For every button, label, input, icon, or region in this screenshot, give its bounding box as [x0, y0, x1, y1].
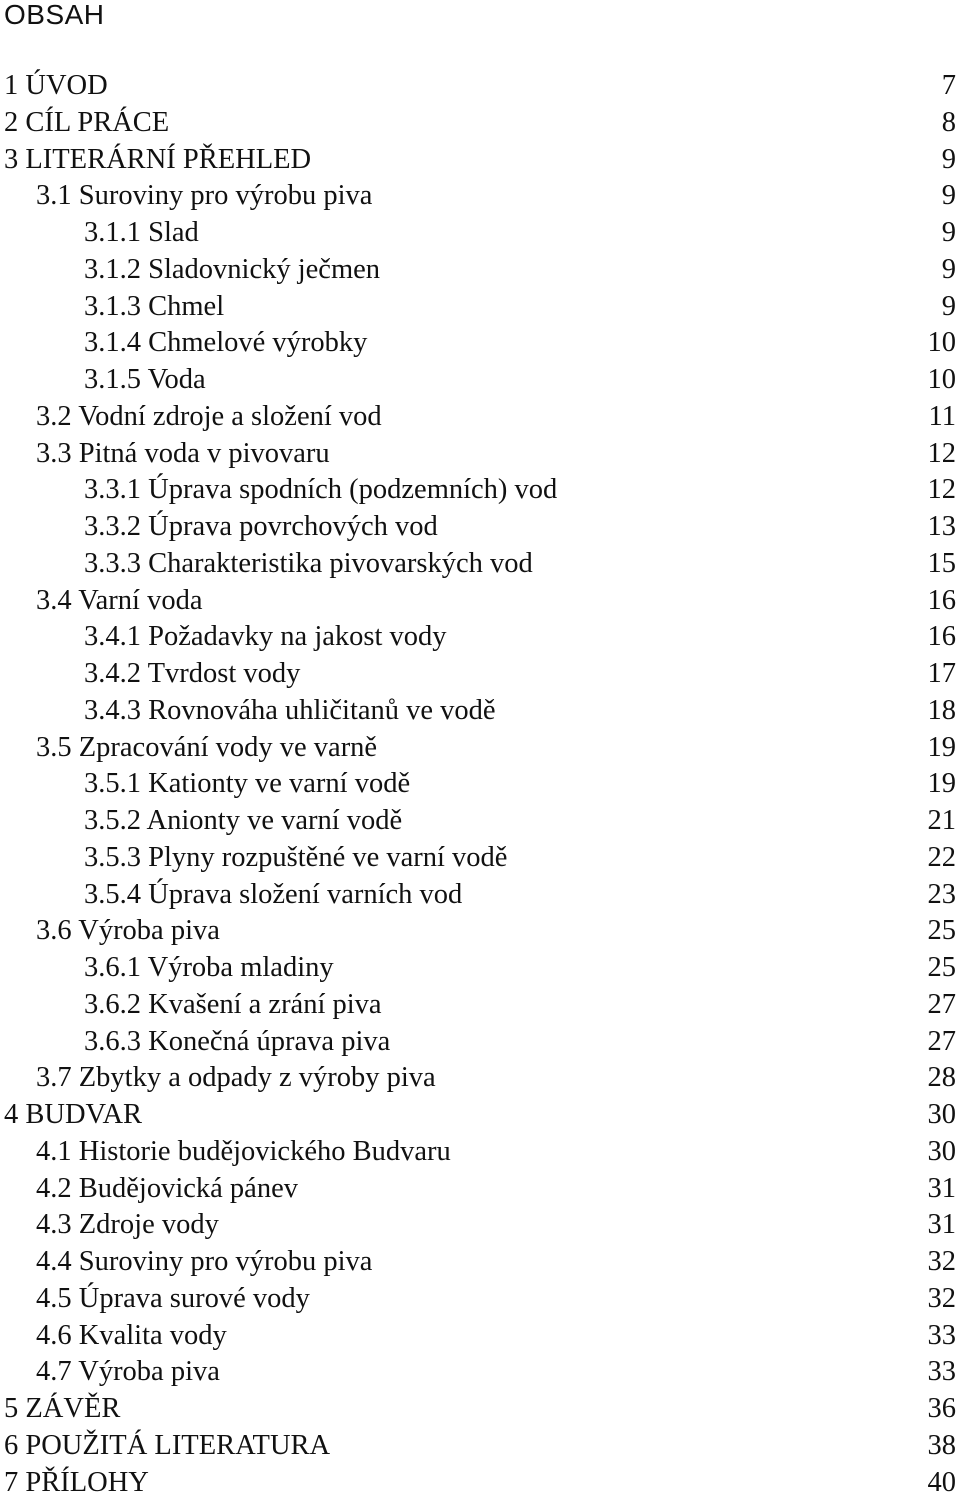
- toc-entry[interactable]: [0, 1391, 960, 1428]
- toc-entry[interactable]: [0, 1318, 960, 1355]
- toc-entry-title: 3.5 Zpracování vody ve varně: [36, 730, 377, 767]
- toc-entry-page-number: 21: [928, 803, 957, 840]
- toc-entry[interactable]: [0, 289, 960, 326]
- toc-entry-page-number: 17: [928, 656, 957, 693]
- toc-entry-title: 3.6.2 Kvašení a zrání piva: [84, 987, 382, 1024]
- toc-entry-title: 3.7 Zbytky a odpady z výroby piva: [36, 1060, 436, 1097]
- toc-entry-title: 3.5.4 Úprava složení varních vod: [84, 877, 462, 914]
- toc-entry-title: 7 PŘÍLOHY: [4, 1465, 149, 1501]
- toc-entry[interactable]: [0, 399, 960, 436]
- toc-entry-title: 3.1.4 Chmelové výrobky: [84, 325, 367, 362]
- toc-entry-page-number: 8: [942, 105, 956, 142]
- toc-entry-title: 3.1.2 Sladovnický ječmen: [84, 252, 380, 289]
- toc-entry[interactable]: [0, 105, 960, 142]
- toc-entry-page-number: 25: [928, 950, 957, 987]
- toc-entry[interactable]: [0, 142, 960, 179]
- toc-entry[interactable]: [0, 1281, 960, 1318]
- toc-entry-title: 3.5.2 Anionty ve varní vodě: [84, 803, 402, 840]
- toc-entry-title: 4.1 Historie budějovického Budvaru: [36, 1134, 451, 1171]
- toc-entry-title: 3.3 Pitná voda v pivovaru: [36, 436, 330, 473]
- toc-entry[interactable]: [0, 730, 960, 767]
- toc-entry-title: 3.6 Výroba piva: [36, 913, 220, 950]
- toc-entry-page-number: 10: [928, 325, 957, 362]
- toc-entry-title: 3.1.1 Slad: [84, 215, 199, 252]
- toc-entry-title: 4.3 Zdroje vody: [36, 1207, 219, 1244]
- toc-entry[interactable]: [0, 472, 960, 509]
- toc-entry-page-number: 15: [928, 546, 957, 583]
- toc-entry[interactable]: [0, 1060, 960, 1097]
- toc-entry[interactable]: [0, 877, 960, 914]
- toc-entry-title: 6 POUŽITÁ LITERATURA: [4, 1428, 330, 1465]
- toc-entry-page-number: 33: [928, 1354, 957, 1391]
- toc-entry-title: 3.5.1 Kationty ve varní vodě: [84, 766, 410, 803]
- toc-entry-page-number: 31: [928, 1207, 957, 1244]
- toc-entry-title: 3.4.2 Tvrdost vody: [84, 656, 300, 693]
- toc-entry-page-number: 12: [928, 436, 957, 473]
- toc-entry-page-number: 9: [942, 289, 956, 326]
- toc-entry[interactable]: [0, 840, 960, 877]
- toc-entry[interactable]: [0, 1171, 960, 1208]
- toc-entry-title: 3.5.3 Plyny rozpuštěné ve varní vodě: [84, 840, 507, 877]
- toc-entry[interactable]: [0, 215, 960, 252]
- toc-entry[interactable]: [0, 436, 960, 473]
- toc-entry[interactable]: [0, 803, 960, 840]
- toc-entry-title: 3.1 Suroviny pro výrobu piva: [36, 178, 372, 215]
- toc-entry-page-number: 7: [942, 68, 956, 105]
- toc-entry-page-number: 23: [928, 877, 957, 914]
- toc-entry-page-number: 11: [929, 399, 956, 436]
- toc-entry-page-number: 22: [928, 840, 957, 877]
- toc-entry[interactable]: [0, 913, 960, 950]
- toc-entry[interactable]: [0, 1024, 960, 1061]
- toc-entry[interactable]: [0, 583, 960, 620]
- toc-entry-page-number: 31: [928, 1171, 957, 1208]
- toc-entry[interactable]: [0, 1207, 960, 1244]
- toc-entry-title: 2 CÍL PRÁCE: [4, 105, 169, 142]
- toc-entry-title: 4.5 Úprava surové vody: [36, 1281, 310, 1318]
- toc-entry-title: 3.6.1 Výroba mladiny: [84, 950, 334, 987]
- toc-entry-title: 3 LITERÁRNÍ PŘEHLED: [4, 142, 311, 179]
- toc-entry-title: 3.1.5 Voda: [84, 362, 206, 399]
- toc-entry[interactable]: [0, 362, 960, 399]
- toc-entry-page-number: 27: [928, 987, 957, 1024]
- toc-entry-title: 3.3.1 Úprava spodních (podzemních) vod: [84, 472, 557, 509]
- toc-entry[interactable]: [0, 178, 960, 215]
- toc-entry-page-number: 38: [928, 1428, 957, 1465]
- toc-entry[interactable]: [0, 987, 960, 1024]
- toc-entry-page-number: 10: [928, 362, 957, 399]
- toc-entry-title: 3.2 Vodní zdroje a složení vod: [36, 399, 382, 436]
- table-of-contents: [0, 68, 960, 1501]
- toc-entry-page-number: 19: [928, 730, 957, 767]
- toc-entry[interactable]: [0, 509, 960, 546]
- toc-entry-page-number: 9: [942, 178, 956, 215]
- toc-entry[interactable]: [0, 766, 960, 803]
- toc-entry-title: 3.4 Varní voda: [36, 583, 203, 620]
- toc-entry-page-number: 33: [928, 1318, 957, 1355]
- toc-entry[interactable]: [0, 252, 960, 289]
- toc-entry-page-number: 9: [942, 142, 956, 179]
- toc-entry[interactable]: [0, 1428, 960, 1465]
- toc-entry-page-number: 12: [928, 472, 957, 509]
- toc-entry-title: 3.4.3 Rovnováha uhličitanů ve vodě: [84, 693, 496, 730]
- toc-entry[interactable]: [0, 1097, 960, 1134]
- toc-entry-title: 4.7 Výroba piva: [36, 1354, 220, 1391]
- toc-entry[interactable]: [0, 1244, 960, 1281]
- toc-entry[interactable]: [0, 1134, 960, 1171]
- toc-entry[interactable]: [0, 950, 960, 987]
- toc-entry-title: 4 BUDVAR: [4, 1097, 142, 1134]
- toc-entry-title: 3.3.2 Úprava povrchových vod: [84, 509, 438, 546]
- toc-entry[interactable]: [0, 693, 960, 730]
- toc-entry-title: 3.1.3 Chmel: [84, 289, 224, 326]
- toc-entry-page-number: 16: [928, 619, 957, 656]
- toc-entry-title: 4.4 Suroviny pro výrobu piva: [36, 1244, 372, 1281]
- toc-entry[interactable]: [0, 1465, 960, 1501]
- toc-entry-page-number: 25: [928, 913, 957, 950]
- toc-entry-page-number: 36: [928, 1391, 957, 1428]
- toc-entry-page-number: 27: [928, 1024, 957, 1061]
- toc-entry[interactable]: [0, 325, 960, 362]
- toc-entry[interactable]: [0, 546, 960, 583]
- toc-entry-page-number: 40: [928, 1465, 957, 1501]
- toc-entry-page-number: 30: [928, 1097, 957, 1134]
- toc-entry-title: 4.6 Kvalita vody: [36, 1318, 227, 1355]
- toc-entry-page-number: 13: [928, 509, 957, 546]
- toc-entry-title: 3.4.1 Požadavky na jakost vody: [84, 619, 447, 656]
- toc-entry-title: 4.2 Budějovická pánev: [36, 1171, 298, 1208]
- toc-entry-title: 3.3.3 Charakteristika pivovarských vod: [84, 546, 533, 583]
- toc-entry[interactable]: [0, 68, 960, 105]
- toc-entry-page-number: 32: [928, 1244, 957, 1281]
- toc-entry-title: 3.6.3 Konečná úprava piva: [84, 1024, 390, 1061]
- toc-entry-title: 5 ZÁVĚR: [4, 1391, 120, 1428]
- toc-entry-page-number: 28: [928, 1060, 957, 1097]
- toc-entry[interactable]: [0, 619, 960, 656]
- toc-entry-page-number: 16: [928, 583, 957, 620]
- toc-entry-page-number: 30: [928, 1134, 957, 1171]
- toc-entry-page-number: 32: [928, 1281, 957, 1318]
- toc-entry-page-number: 9: [942, 252, 956, 289]
- toc-entry-page-number: 19: [928, 766, 957, 803]
- toc-entry[interactable]: [0, 1354, 960, 1391]
- toc-entry-title: 1 ÚVOD: [4, 68, 108, 105]
- toc-entry-page-number: 18: [928, 693, 957, 730]
- toc-entry-page-number: 9: [942, 215, 956, 252]
- page-title: OBSAH: [4, 0, 105, 32]
- toc-entry[interactable]: [0, 656, 960, 693]
